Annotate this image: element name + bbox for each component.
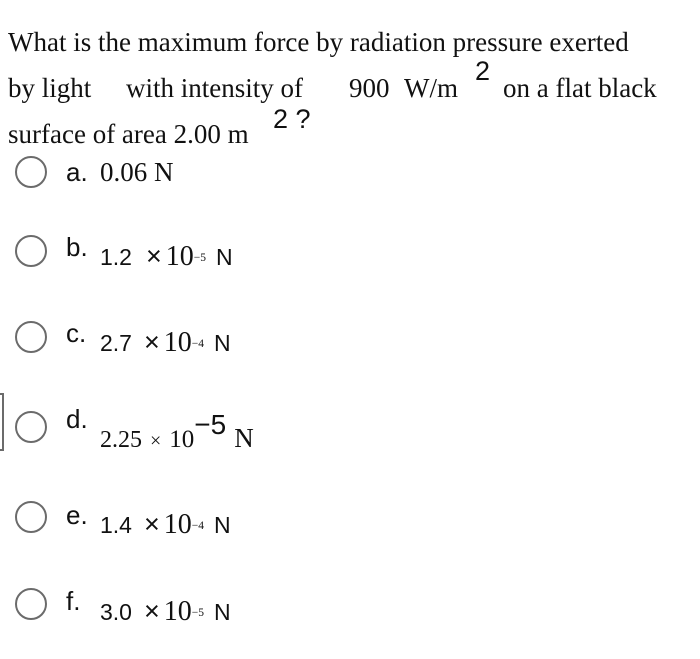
question-line-3: surface of area 2.00 m [8, 119, 249, 149]
radio-button-b[interactable] [15, 235, 47, 267]
option-value-d [100, 409, 254, 453]
unit-label: N [214, 599, 231, 625]
radio-button-c[interactable] [15, 321, 47, 353]
question-line-2-d: W/m [404, 73, 458, 103]
exponent: −5 [191, 606, 205, 619]
option-value-a: 0.06 N [100, 157, 174, 187]
superscript-question-mark: 2 ? [273, 104, 311, 134]
option-c-mantissa: 2.7 [100, 330, 132, 356]
power-base: 10 [163, 509, 192, 540]
option-f-mantissa: 3.0 [100, 599, 132, 625]
option-d-mantissa: 2.25 [100, 427, 142, 453]
option-letter-b: b. [66, 232, 88, 262]
times-symbol: × [145, 241, 162, 271]
exponent: −5 [193, 251, 207, 264]
option-letter-a: a. [66, 157, 88, 187]
question-line-1: What is the maximum force by radiation pressure exerted [8, 27, 629, 57]
power-base: 10 [169, 426, 195, 453]
question-line-2-b: with intensity of [126, 73, 303, 103]
unit-label: N [214, 512, 231, 538]
unit-label: N [214, 330, 231, 356]
option-e-mantissa: 1.4 [100, 512, 132, 538]
option-c[interactable] [0, 315, 700, 375]
exponent: −5 [194, 409, 227, 440]
option-value-e [100, 511, 231, 539]
option-letter-d: d. [66, 404, 88, 434]
power-base: 10 [163, 596, 192, 627]
option-letter-e: e. [66, 500, 88, 530]
option-a[interactable] [0, 150, 700, 210]
radio-button-d[interactable] [15, 411, 47, 443]
exponent: −4 [191, 519, 205, 532]
question-line-2-c: 900 [349, 73, 390, 103]
times-symbol: × [143, 327, 160, 357]
times-symbol: × [150, 430, 162, 452]
option-e[interactable] [0, 494, 700, 554]
times-symbol: × [143, 509, 160, 539]
question-line-2-e: on a flat black [503, 73, 657, 103]
radio-button-f[interactable] [15, 588, 47, 620]
option-letter-c: c. [66, 318, 87, 348]
option-value-b [100, 243, 233, 271]
exponent: −4 [191, 337, 205, 350]
times-symbol: × [143, 596, 160, 626]
option-b[interactable] [0, 229, 700, 289]
option-value-f [100, 598, 231, 626]
question-line-2-a: by light [8, 73, 92, 103]
option-b-mantissa: 1.2 [100, 244, 132, 270]
option-f[interactable] [0, 580, 700, 640]
option-d[interactable] [0, 396, 700, 456]
radio-button-a[interactable] [15, 156, 47, 188]
superscript-2: 2 [475, 56, 491, 86]
unit-label: N [234, 423, 254, 453]
power-base: 10 [163, 327, 192, 358]
unit-label: N [216, 244, 233, 270]
power-base: 10 [165, 241, 194, 272]
option-value-c [100, 329, 231, 357]
radio-button-e[interactable] [15, 501, 47, 533]
option-letter-f: f. [66, 586, 81, 616]
